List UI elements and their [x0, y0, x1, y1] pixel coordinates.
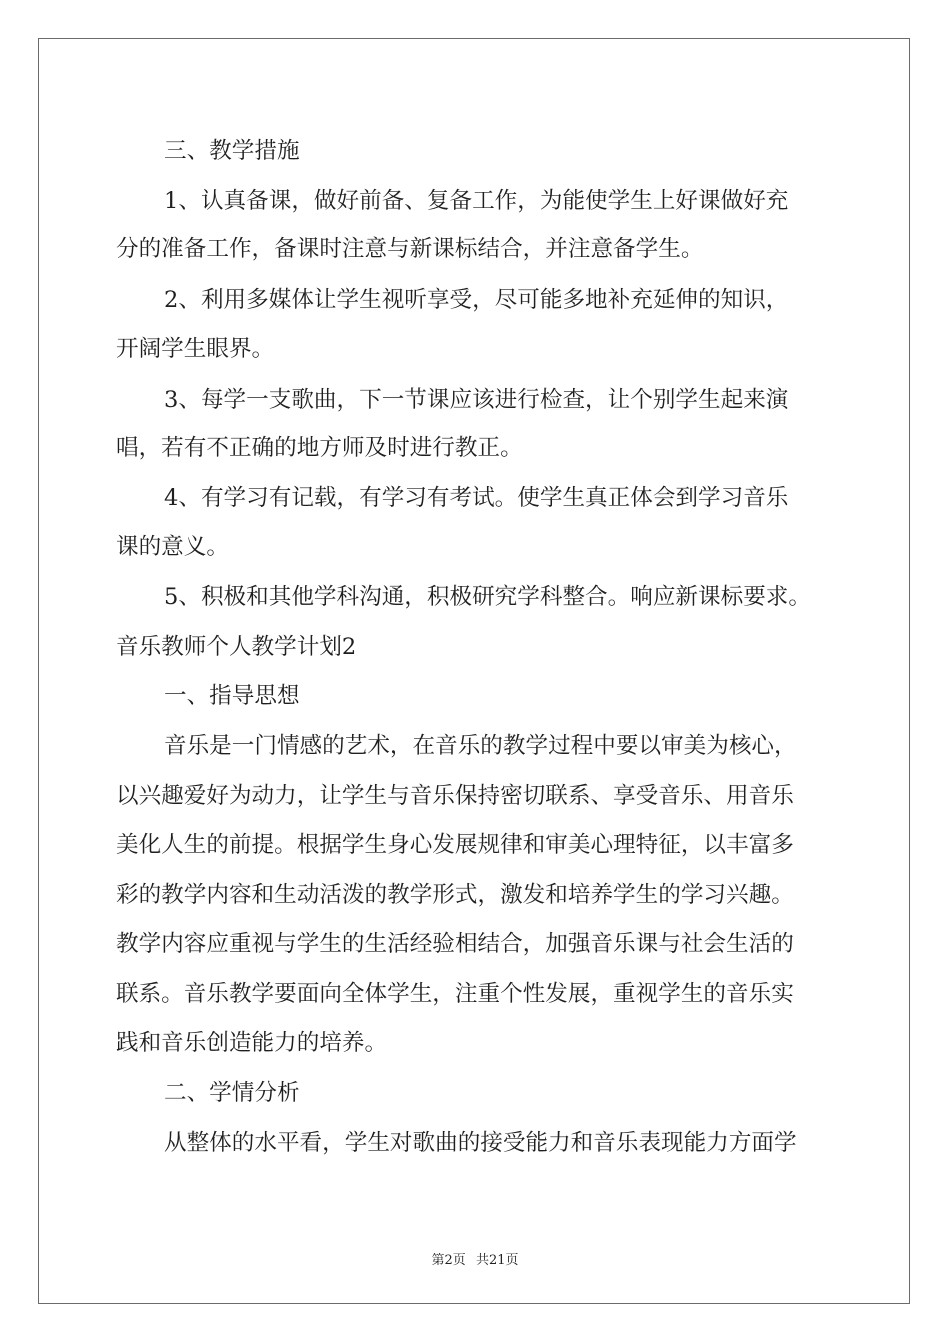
paragraph-line: 美化人生的前提。根据学生身心发展规律和审美心理特征，以丰富多 — [116, 832, 794, 858]
page-footer — [0, 1249, 950, 1268]
section-heading: 一、指导思想 — [164, 683, 300, 709]
paragraph-line: 4、有学习有记载，有学习有考试。使学生真正体会到学习音乐 — [164, 485, 789, 511]
paragraph-line: 课的意义。 — [116, 534, 229, 560]
paragraph-line: 开阔学生眼界。 — [116, 336, 275, 362]
page-border — [38, 38, 910, 1304]
document-subtitle: 音乐教师个人教学计划2 — [116, 634, 357, 660]
paragraph-line: 唱，若有不正确的地方师及时进行教正。 — [116, 435, 523, 461]
paragraph-line: 践和音乐创造能力的培养。 — [116, 1030, 388, 1056]
page-total: 共21页 — [475, 1253, 519, 1268]
section-heading: 二、学情分析 — [164, 1080, 300, 1106]
paragraph-line: 以兴趣爱好为动力，让学生与音乐保持密切联系、享受音乐、用音乐 — [116, 783, 794, 809]
paragraph-line: 彩的教学内容和生动活泼的教学形式，激发和培养学生的学习兴趣。 — [116, 882, 794, 908]
paragraph-line: 分的准备工作，备课时注意与新课标结合，并注意备学生。 — [116, 236, 704, 262]
paragraph-line: 教学内容应重视与学生的生活经验相结合，加强音乐课与社会生活的 — [116, 931, 794, 957]
page-number: 第2页 — [431, 1253, 466, 1268]
paragraph-line: 3、每学一支歌曲，下一节课应该进行检查，让个别学生起来演 — [164, 387, 789, 413]
paragraph-line: 2、利用多媒体让学生视听享受，尽可能多地补充延伸的知识， — [164, 287, 789, 313]
paragraph-line: 5、积极和其他学科沟通，积极研究学科整合。响应新课标要求。 — [164, 584, 811, 610]
section-heading: 三、教学措施 — [164, 138, 300, 164]
paragraph-line: 从整体的水平看，学生对歌曲的接受能力和音乐表现能力方面学 — [164, 1130, 797, 1156]
paragraph-line: 联系。音乐教学要面向全体学生，注重个性发展，重视学生的音乐实 — [116, 981, 794, 1007]
paragraph-line: 1、认真备课，做好前备、复备工作，为能使学生上好课做好充 — [164, 188, 789, 214]
paragraph-line: 音乐是一门情感的艺术，在音乐的教学过程中要以审美为核心， — [164, 733, 797, 759]
